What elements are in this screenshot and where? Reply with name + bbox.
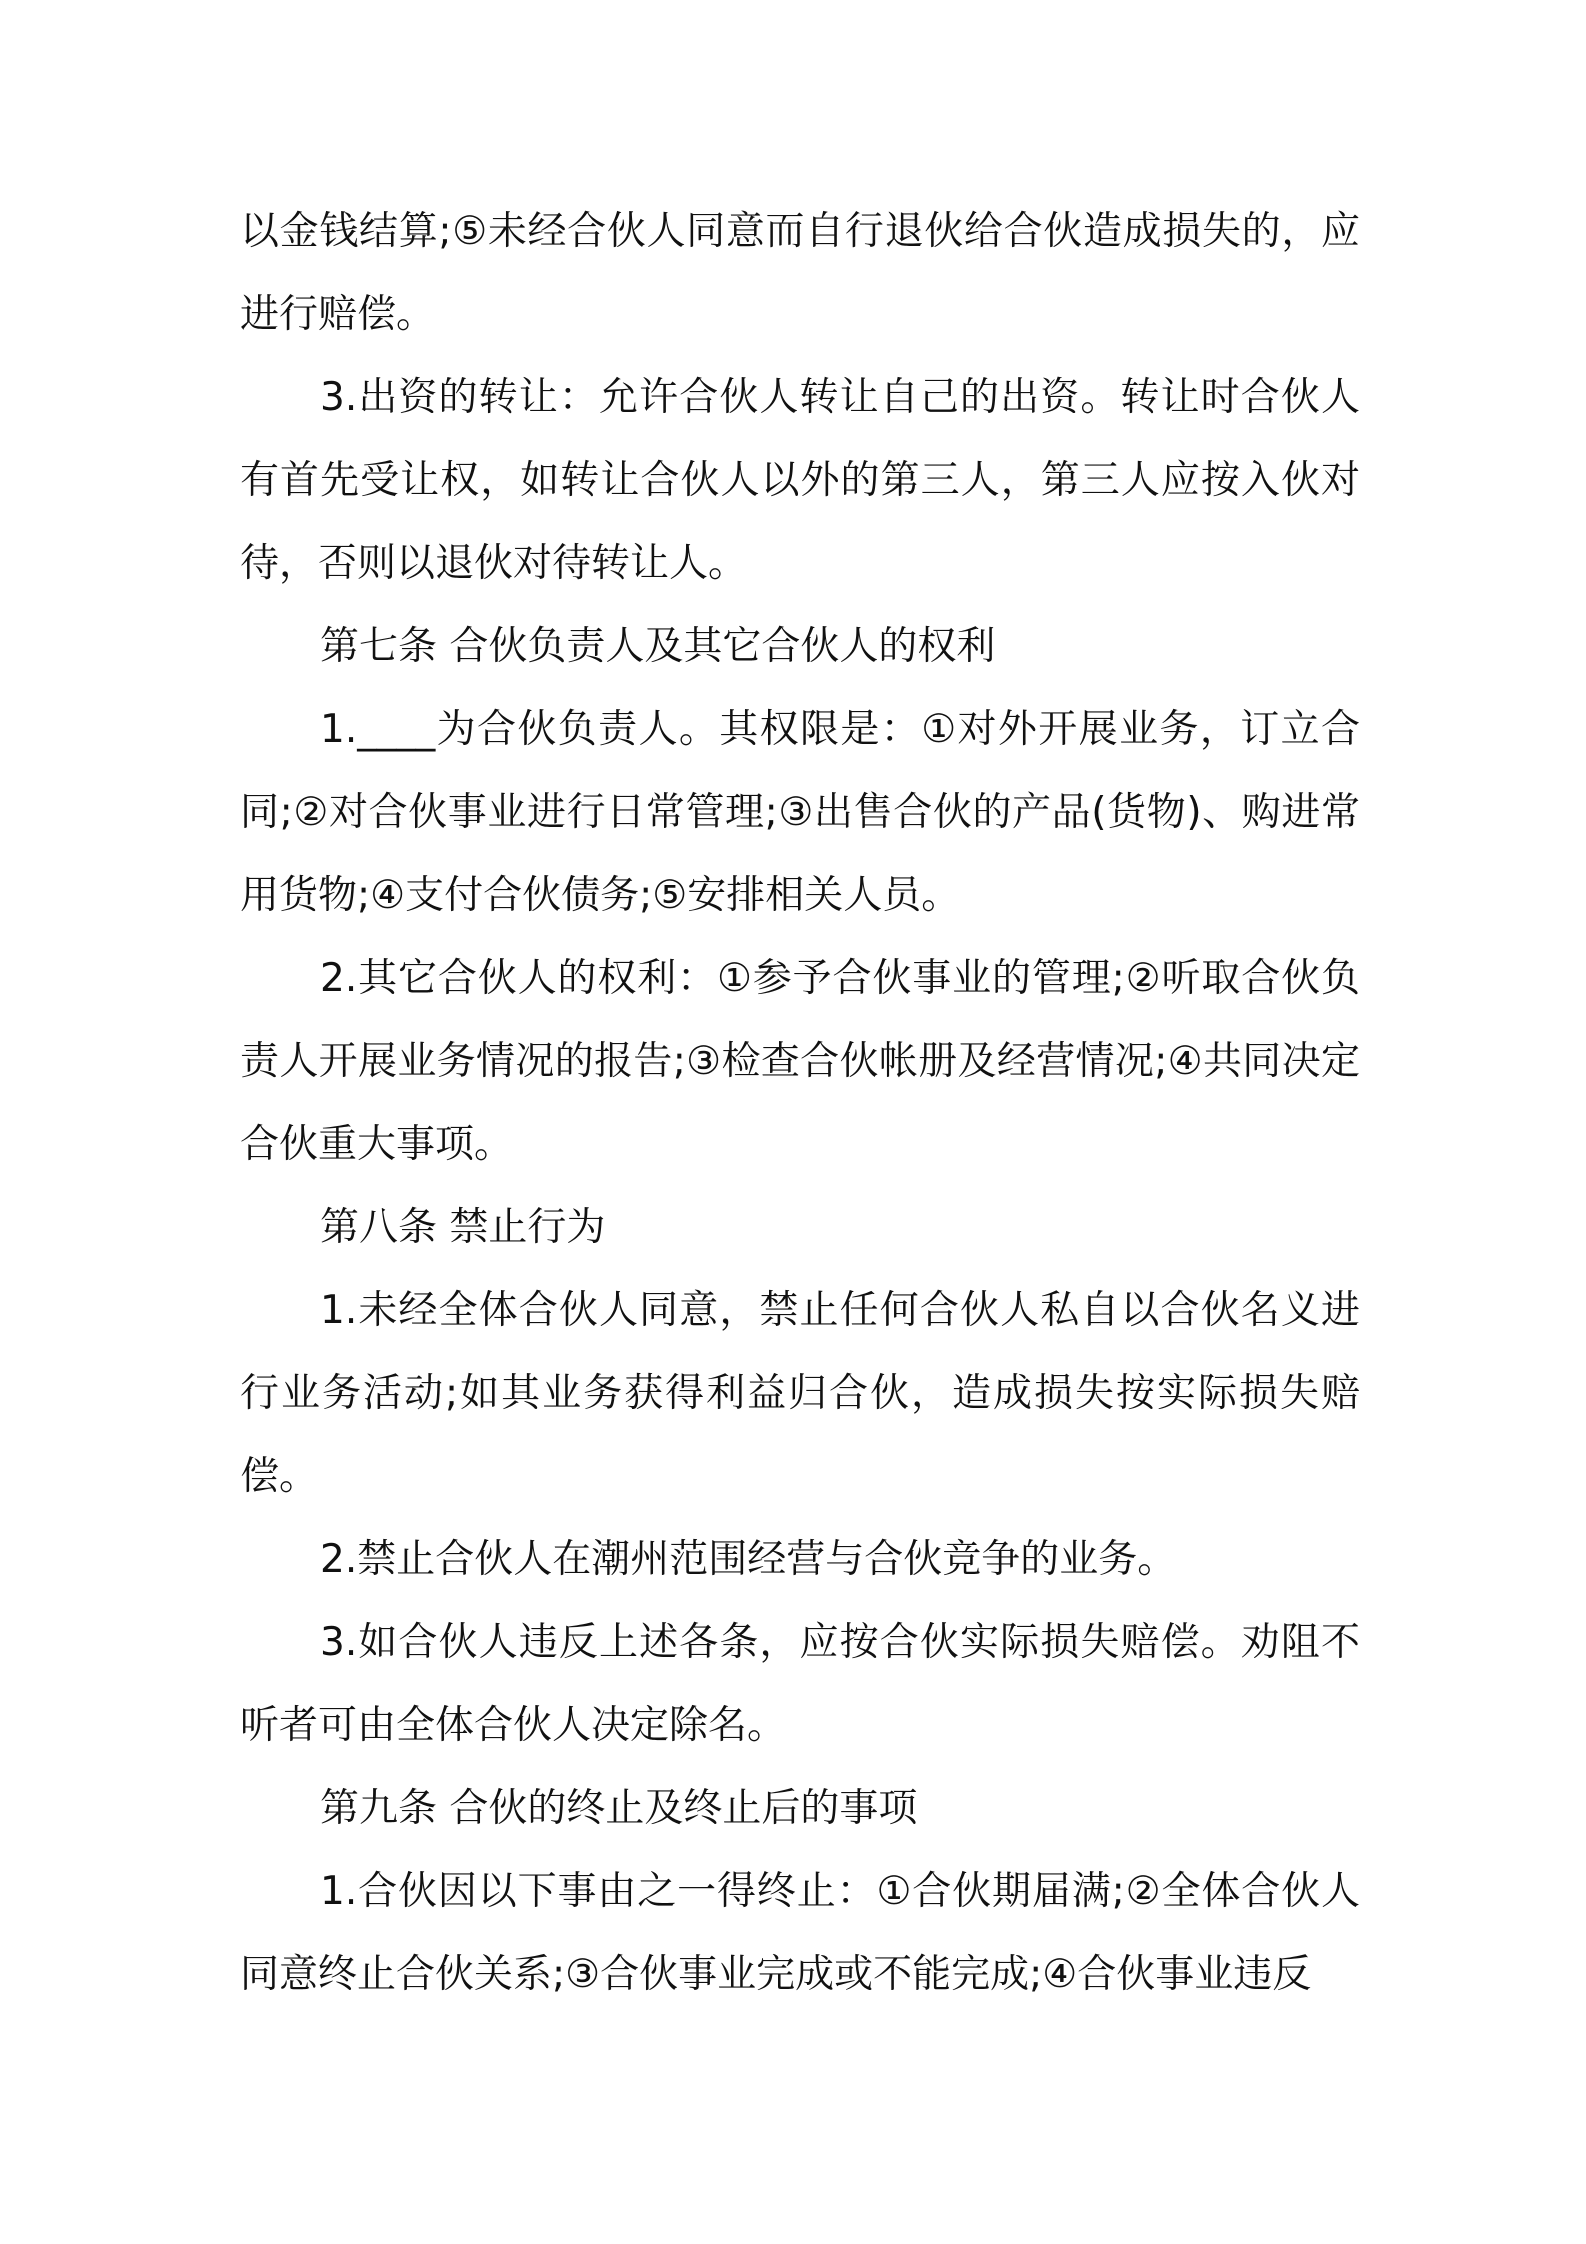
paragraph-article-7-item-2: 2.其它合伙人的权利：①参予合伙事业的管理;②听取合伙负责人开展业务情况的报告;③检查合伙帐册及经营情况;④共同决定合伙重大事项。	[240, 956, 1360, 1167]
paragraph-continuation-compensation: 以金钱结算;⑤未经合伙人同意而自行退伙给合伙造成损失的，应进行赔偿。	[240, 209, 1360, 337]
paragraph-article-7-item-1: 1.____为合伙负责人。其权限是：①对外开展业务，订立合同;②对合伙事业进行日常管理;③出售合伙的产品(货物)、购进常用货物;④支付合伙债务;⑤安排相关人员。	[240, 707, 1360, 918]
heading-article-7: 第七条 合伙负责人及其它合伙人的权利	[320, 624, 996, 669]
document-body	[240, 190, 1360, 2016]
paragraph-article-8-item-2: 2.禁止合伙人在潮州范围经营与合伙竞争的业务。	[320, 1537, 1177, 1582]
paragraph-article-8-item-1: 1.未经全体合伙人同意，禁止任何合伙人私自以合伙名义进行业务活动;如其业务获得利益归合伙，造成损失按实际损失赔偿。	[240, 1288, 1360, 1499]
heading-article-8: 第八条 禁止行为	[320, 1205, 606, 1250]
paragraph-article-8-item-3: 3.如合伙人违反上述各条，应按合伙实际损失赔偿。劝阻不听者可由全体合伙人决定除名。	[240, 1620, 1360, 1748]
paragraph-article-9-item-1: 1.合伙因以下事由之一得终止：①合伙期届满;②全体合伙人同意终止合伙关系;③合伙事业完成或不能完成;④合伙事业违反	[240, 1869, 1360, 1997]
paragraph-capital-transfer: 3.出资的转让：允许合伙人转让自己的出资。转让时合伙人有首先受让权，如转让合伙人以外的第三人，第三人应按入伙对待，否则以退伙对待转让人。	[240, 375, 1360, 586]
heading-article-9: 第九条 合伙的终止及终止后的事项	[320, 1786, 918, 1831]
